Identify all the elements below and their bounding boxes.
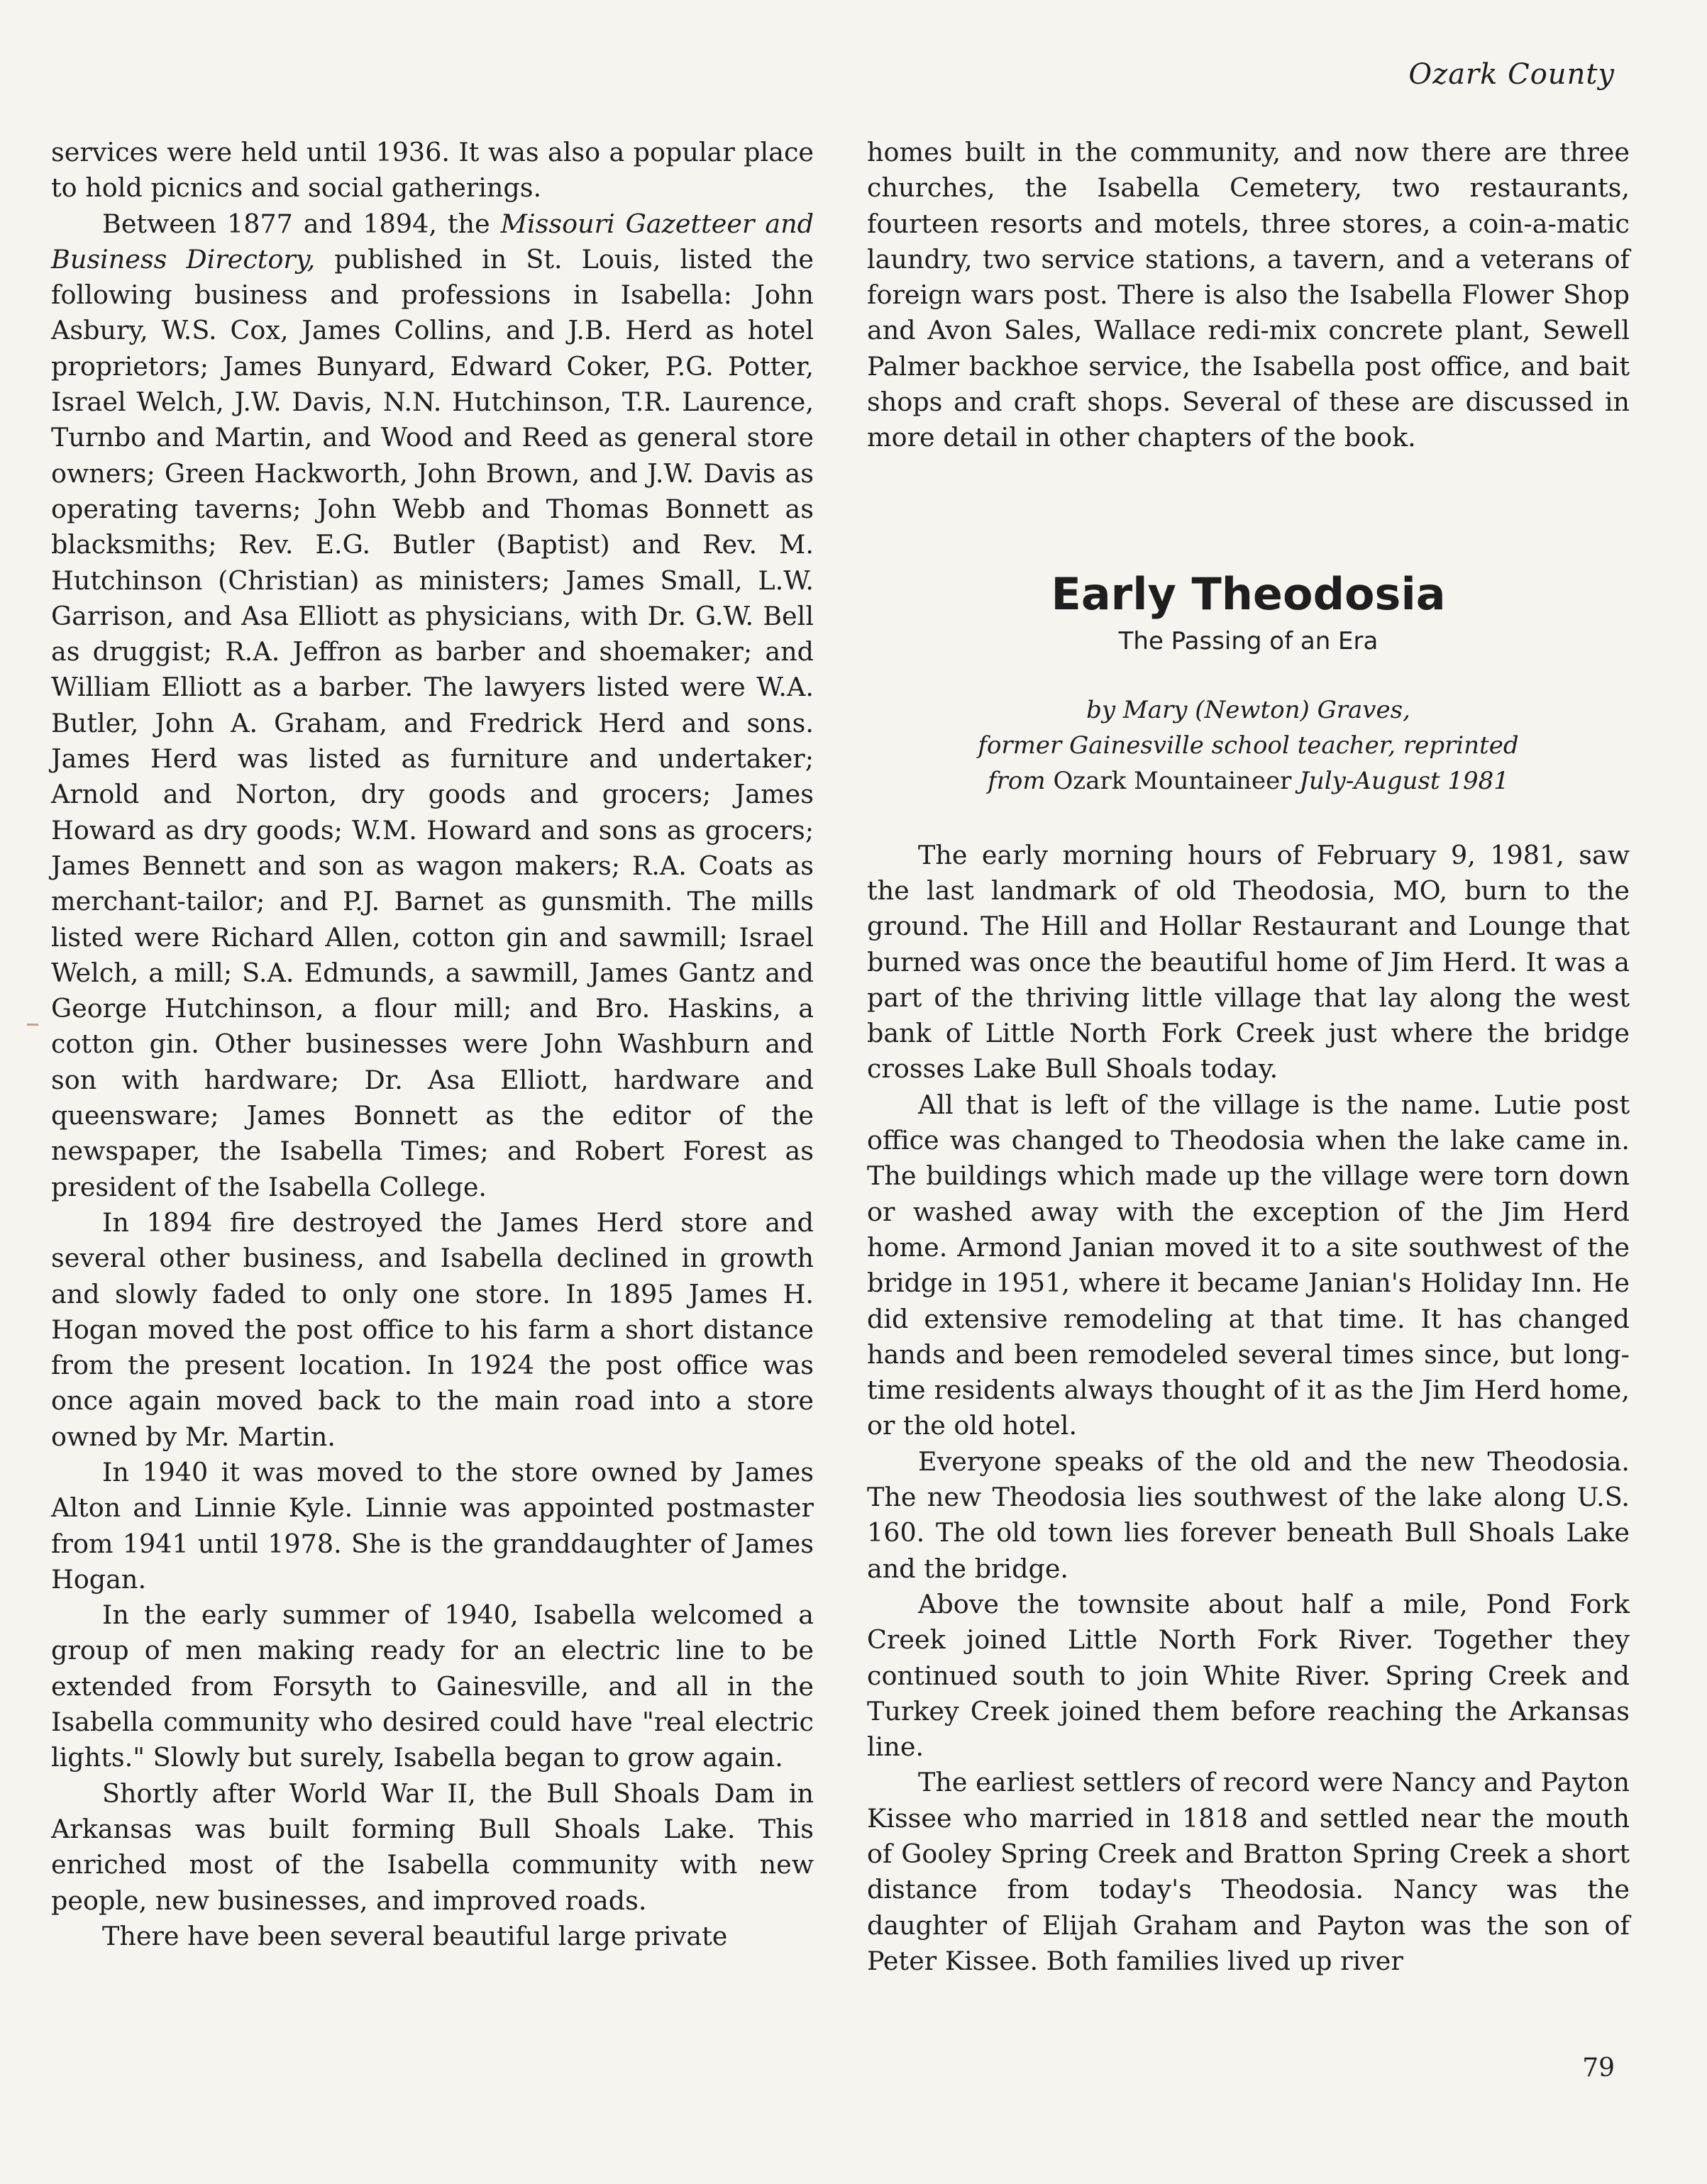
paragraph: In 1940 it was moved to the store owned by James Alton and Linnie Kyle. Linnie was appointed postmaster from 1941 until 1978. She is the granddaughter of James Hogan. — [51, 1456, 814, 1595]
page-number: 79 — [1582, 2053, 1615, 2083]
paragraph: Shortly after World War II, the Bull Shoals Dam in Arkansas was built forming Bull Shoals Lake. This enriched most of the Isabella community with new people, new businesses, and improved roads. — [51, 1778, 814, 1916]
right-column — [867, 135, 1630, 1979]
paragraph: All that is left of the village is the name. Lutie post office was changed to Theodosia when the lake came in. The buildings which made up the village were torn down or washed away with the exception of the Jim Herd home. Armond Janian moved it to a site southwest of the bridge in 1951, where it became Janian's Holiday Inn. He did extensive remodeling at that time. It has changed hands and been remodeled several times since, but long-time residents always thought of it as the Jim Herd home, or the old hotel. — [867, 1089, 1630, 1441]
text-run: published in St. Louis, listed the following business and professions in Isabella: John Asbury, W.S. Cox, James Collins, and J.B. Herd as hotel proprietors; James Bunyard, Edward Coker, P.G. Potter, Israel Welch, J.W. Davis, N.N. Hutchinson, T.R. Laurence, Turnbo and Martin, and Wood and Reed as general store owners; Green Hackworth, John Brown, and J.W. Davis as operating taverns; John Webb and Thomas Bonnett as blacksmiths; Rev. E.G. Butler (Baptist) and Rev. M. Hutchinson (Christian) as ministers; James Small, L.W. Garrison, and Asa Elliott as physicians, with Dr. G.W. Bell as druggist; R.A. Jeffron as barber and shoemaker; and William Elliott as a barber. The lawyers listed were W.A. Butler, John A. Graham, and Fredrick Herd and sons. James Herd was listed as furniture and undertaker; Arnold and Norton, dry goods and grocers; James Howard as dry goods; W.M. Howard and sons as grocers; James Bennett and son as wagon makers; R.A. Coats as merchant-tailor; and P.J. Barnet as gunsmith. The mills listed were Richard Allen, cotton gin and sawmill; Israel Welch, a mill; S.A. Edmunds, a sawmill, James Gantz and George Hutchinson, a flour mill; and Bro. Haskins, a cotton gin. Other businesses were John Washburn and son with hardware; Dr. Asa Elliott, hardware and queensware; James Bonnett as the editor of the newspaper, the Isabella Times; and Robert Forest as president of the Isabella College. — [51, 243, 814, 1202]
paragraph: services were held until 1936. It was also a popular place to hold picnics and social gatherings. — [51, 137, 814, 204]
margin-mark — [27, 1024, 38, 1026]
paragraph: Above the townsite about half a mile, Pond Fork Creek joined Little North Fork River. Together they continued south to join White River. Spring Creek and Turkey Creek joined them before reaching the Arkansas line. — [867, 1588, 1630, 1763]
byline — [867, 692, 1630, 799]
paragraph — [51, 206, 814, 1205]
paragraph: In 1894 fire destroyed the James Herd store and several other business, and Isabella declined in growth and slowly faded to only one store. In 1895 James H. Hogan moved the post office to his farm a short distance from the present location. In 1924 the post office was once again moved back to the main road into a store owned by Mr. Martin. — [51, 1207, 814, 1452]
paragraph: Everyone speaks of the old and the new Theodosia. The new Theodosia lies southwest of the lake along U.S. 160. The old town lies forever beneath Bull Shoals Lake and the bridge. — [867, 1446, 1630, 1584]
paragraph: homes built in the community, and now there are three churches, the Isabella Cemetery, two restaurants, fourteen resorts and motels, three stores, a coin-a-matic laundry, two service stations, a tavern, and a veterans of foreign wars post. There is also the Isabella Flower Shop and Avon Sales, Wallace redi-mix concrete plant, Sewell Palmer backhoe service, the Isabella post office, and bait shops and craft shops. Several of these are discussed in more detail in other chapters of the book. — [867, 137, 1630, 453]
byline-source — [867, 763, 1630, 799]
text-run: July-August 1981 — [1291, 766, 1509, 795]
text-run: from — [988, 766, 1054, 795]
byline-author: by Mary (Newton) Graves, — [1086, 695, 1410, 724]
article-title: Early Theodosia — [1051, 567, 1446, 620]
left-column — [51, 135, 814, 1954]
article-subtitle: The Passing of an Era — [1118, 626, 1379, 655]
paragraph: There have been several beautiful large private — [102, 1920, 728, 1951]
byline-role: former Gainesville school teacher, reprinted — [978, 731, 1519, 760]
article-heading — [867, 566, 1630, 658]
publication-title: Missouri Gazetteer and Business Directory, — [51, 208, 814, 275]
paragraph: In the early summer of 1940, Isabella welcomed a group of men making ready for an electric line to be extended from Forsyth to Gainesville, and all in the Isabella community who desired could have "real electric lights." Slowly but surely, Isabella began to grow again. — [51, 1600, 814, 1773]
paragraph: The earliest settlers of record were Nancy and Payton Kissee who married in 1818 and settled near the mouth of Gooley Spring Creek and Bratton Spring Creek a short distance from today's Theodosia. Nancy was the daughter of Elijah Graham and Payton was the son of Peter Kissee. Both families lived up river — [867, 1767, 1630, 1976]
paragraph: The early morning hours of February 9, 1981, saw the last landmark of old Theodosia, MO, burn to the ground. The Hill and Hollar Restaurant and Lounge that burned was once the beautiful home of Jim Herd. It was a part of the thriving little village that lay along the west bank of Little North Fork Creek just where the bridge crosses Lake Bull Shoals today. — [867, 839, 1630, 1085]
magazine-name: Ozark Mountaineer — [1053, 766, 1292, 795]
running-header: Ozark County — [1408, 58, 1615, 91]
text-run: Between 1877 and 1894, the — [102, 208, 501, 239]
